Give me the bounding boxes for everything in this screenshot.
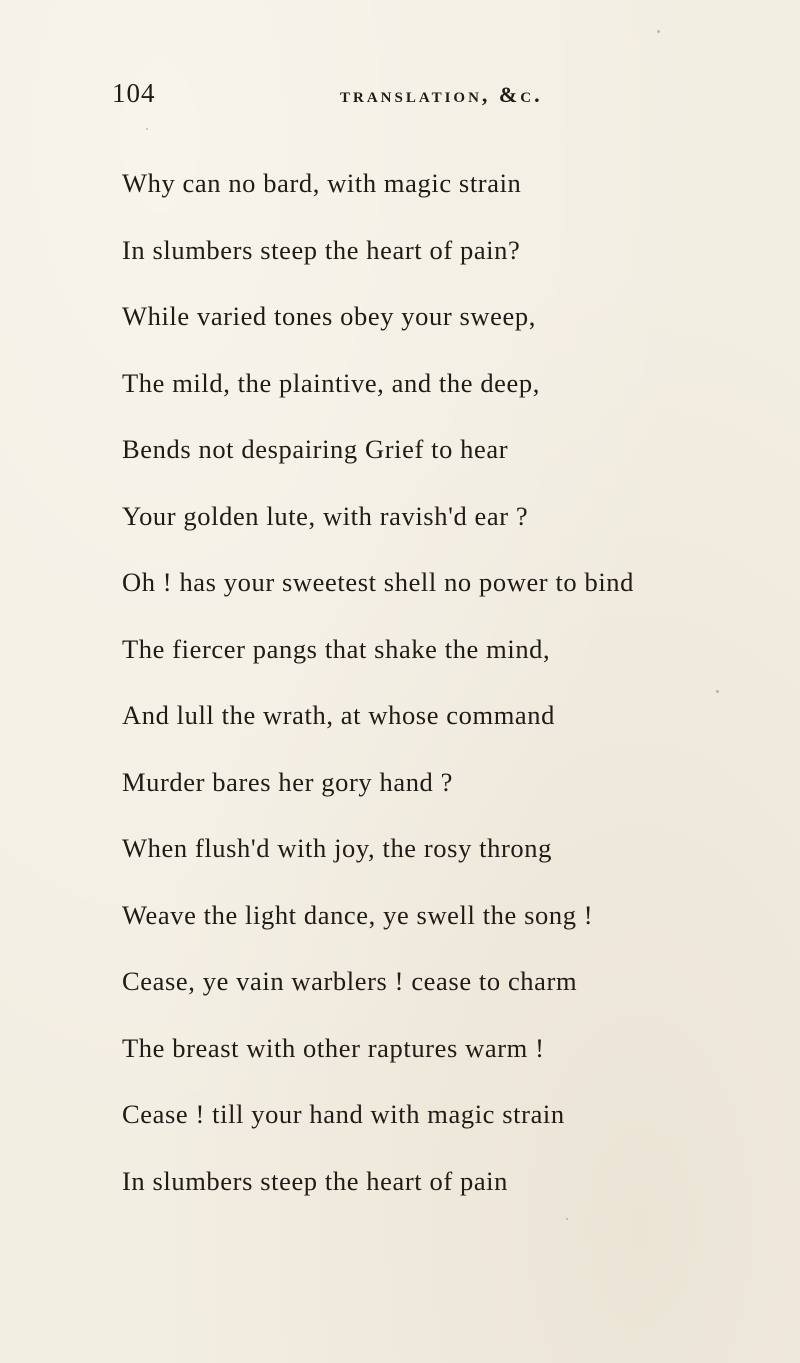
poem [122,168,762,1232]
poem-line-3: While varied tones obey your sweep, [122,301,536,331]
poem-line-6: Your golden lute, with ravish'd ear ? [122,500,529,531]
paper-speck [566,1218,568,1220]
poem-line-8: The fiercer pangs that shake the mind, [122,633,551,664]
page-number: 104 [112,78,156,108]
poem-line-12: Weave the light dance, ye swell the song ! [122,899,594,930]
poem-line-14: The breast with other raptures warm ! [122,1032,545,1063]
poem-line-1: Why can no bard, with magic strain [122,168,522,198]
page-header [112,78,672,118]
poem-line-13: Cease, ye vain warblers ! cease to charm [122,966,578,996]
poem-line-16: In slumbers steep the heart of pain [122,1165,508,1196]
poem-line-15: Cease ! till your hand with magic strain [122,1099,565,1129]
poem-line-5: Bends not despairing Grief to hear [122,434,509,464]
paper-speck [146,128,148,130]
running-head: translation, &c. [340,82,543,107]
poem-line-7: Oh ! has your sweetest shell no power to bind [122,567,635,597]
poem-line-2: In slumbers steep the heart of pain? [122,234,521,265]
paper-speck [657,30,660,33]
paper-speck [716,690,719,693]
poem-line-10: Murder bares her gory hand ? [122,766,453,797]
poem-line-9: And lull the wrath, at whose command [122,700,555,730]
poem-line-4: The mild, the plaintive, and the deep, [122,367,540,398]
poem-line-11: When flush'd with joy, the rosy throng [122,833,552,863]
